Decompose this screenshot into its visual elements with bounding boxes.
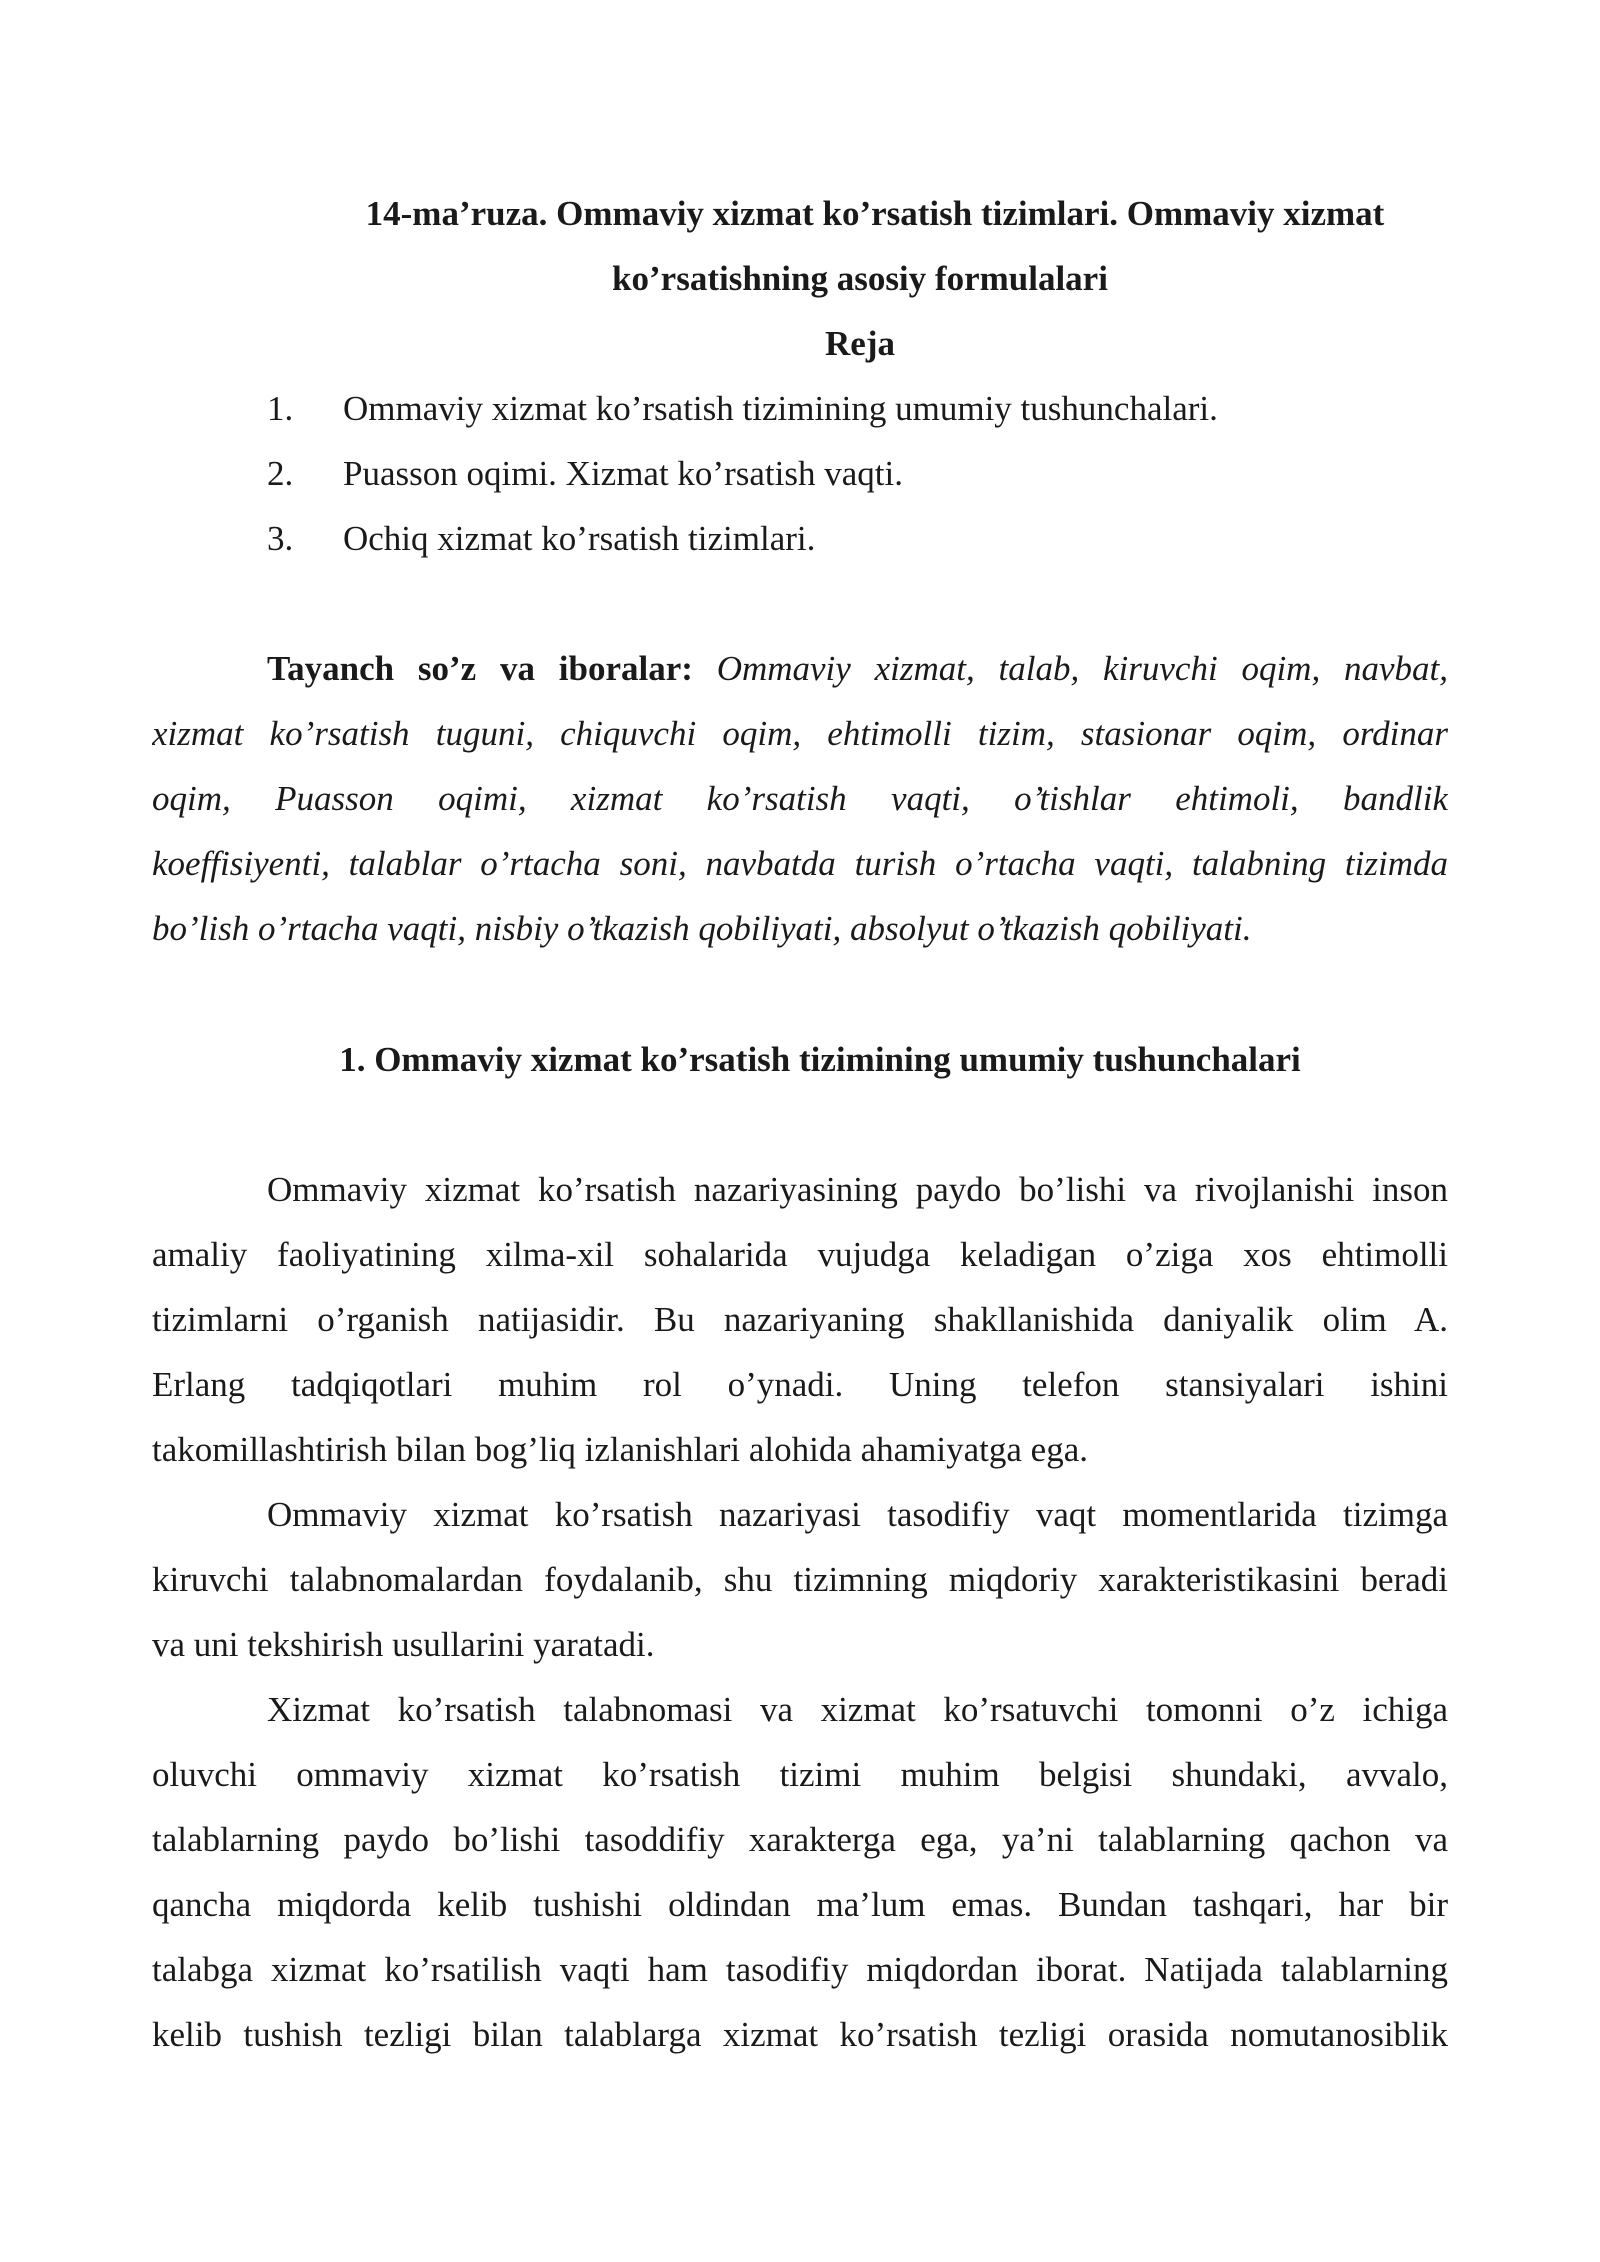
lecture-title-line-2: ko’rsatishning asosiy formulalari	[612, 259, 1108, 298]
keywords-text: Ommaviy xizmat, talab, kiruvchi oqim, navbat,	[692, 649, 1448, 688]
keywords-text: bo’lish o’rtacha vaqti, nisbiy o’tkazish qobiliyati, absolyut o’tkazish qobiliyati.	[152, 909, 1252, 948]
paragraph-line: tizimlarni o’rganish natijasidir. Bu nazariyaning shakllanishida daniyalik olim A.	[152, 1300, 1448, 1339]
plan-item-number: 1.	[267, 389, 294, 428]
paragraph-line: Xizmat ko’rsatish talabnomasi va xizmat ko’rsatuvchi tomonni o’z ichiga	[267, 1690, 1448, 1729]
paragraph-line: va uni tekshirish usullarini yaratadi.	[152, 1625, 655, 1664]
plan-item-text: Ochiq xizmat ko’rsatish tizimlari.	[343, 519, 816, 558]
keywords-paragraph	[152, 636, 1448, 961]
paragraph-line: qancha miqdorda kelib tushishi oldindan ma’lum emas. Bundan tashqari, har bir	[152, 1885, 1448, 1924]
paragraph-line: talabga xizmat ko’rsatilish vaqti ham tasodifiy miqdordan iborat. Natijada talablarning	[152, 1950, 1448, 1989]
lecture-title-line-1: 14-ma’ruza. Ommaviy xizmat ko’rsatish tizimlari. Ommaviy xizmat	[365, 194, 1385, 233]
plan-heading: Reja	[825, 324, 895, 363]
paragraph-line: amaliy faoliyatining xilma-xil sohalarida vujudga keladigan o’ziga xos ehtimolli	[152, 1235, 1448, 1274]
plan-item-number: 2.	[267, 454, 294, 493]
plan-item-number: 3.	[267, 519, 294, 558]
keywords-text: koeffisiyenti, talablar o’rtacha soni, navbatda turish o’rtacha vaqti, talabning tizimda	[152, 844, 1448, 883]
paragraph-line: kiruvchi talabnomalardan foydalanib, shu tizimning miqdoriy xarakteristikasini beradi	[152, 1560, 1448, 1599]
paragraph-line: Ommaviy xizmat ko’rsatish nazariyasi tasodifiy vaqt momentlarida tizimga	[267, 1495, 1448, 1534]
plan-item-text: Ommaviy xizmat ko’rsatish tizimining umumiy tushunchalari.	[343, 389, 1218, 428]
plan-item	[267, 376, 1218, 441]
plan-item-text: Puasson oqimi. Xizmat ko’rsatish vaqti.	[343, 454, 903, 493]
keywords-text: oqim, Puasson oqimi, xizmat ko’rsatish vaqti, o’tishlar ehtimoli, bandlik	[152, 779, 1448, 818]
paragraph-line: talablarning paydo bo’lishi tasoddifiy xarakterga ega, ya’ni talablarning qachon va	[152, 1820, 1448, 1859]
paragraph-line: kelib tushish tezligi bilan talablarga xizmat ko’rsatish tezligi orasida nomutanosiblik	[152, 2015, 1448, 2054]
keywords-label: Tayanch so’z va iboralar:	[267, 649, 693, 688]
plan-item	[267, 441, 903, 506]
paragraph-line: Ommaviy xizmat ko’rsatish nazariyasining paydo bo’lishi va rivojlanishi inson	[267, 1170, 1448, 1209]
body-paragraph-1	[152, 1157, 1448, 1482]
plan-item	[267, 506, 815, 571]
section-heading: 1. Ommaviy xizmat ko’rsatish tizimining umumiy tushunchalari	[339, 1040, 1301, 1079]
keywords-text: xizmat ko’rsatish tuguni, chiquvchi oqim, ehtimolli tizim, stasionar oqim, ordinar	[152, 714, 1448, 753]
paragraph-line: takomillashtirish bilan bog’liq izlanishlari alohida ahamiyatga ega.	[152, 1430, 1088, 1469]
body-paragraph-2	[152, 1482, 1448, 1677]
body-paragraph-3	[152, 1677, 1448, 2067]
paragraph-line: Erlang tadqiqotlari muhim rol o’ynadi. Uning telefon stansiyalari ishini	[152, 1365, 1448, 1404]
paragraph-line: oluvchi ommaviy xizmat ko’rsatish tizimi muhim belgisi shundaki, avvalo,	[152, 1755, 1448, 1794]
